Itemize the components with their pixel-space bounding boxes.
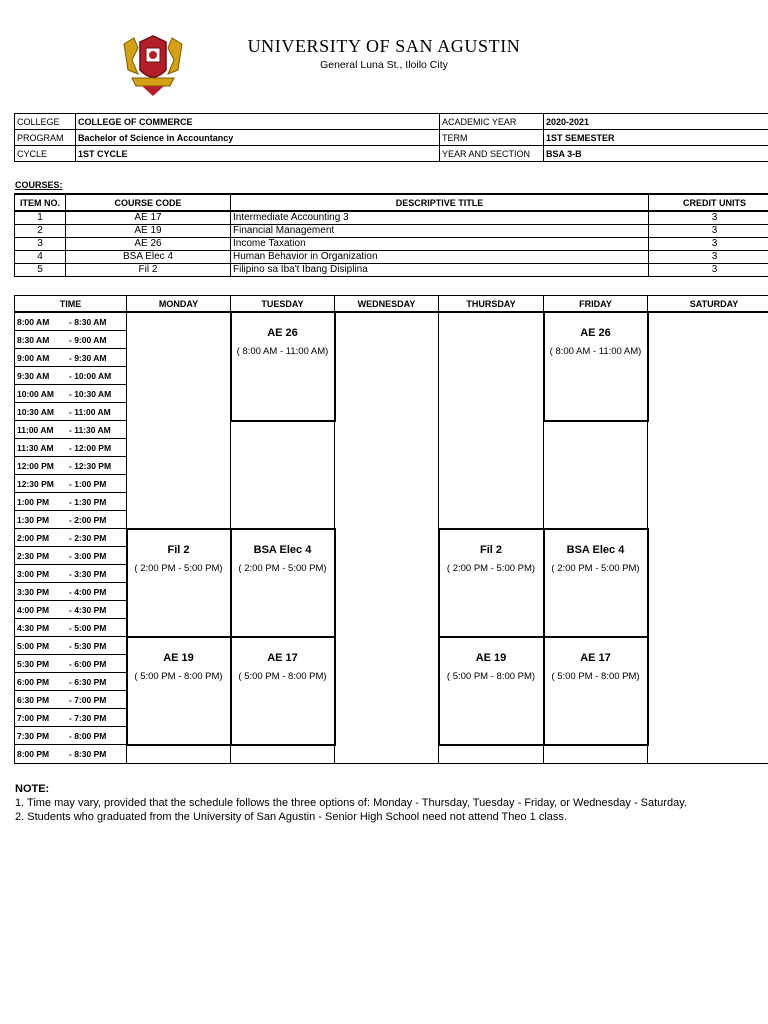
time-slot: 4:00 PM - 4:30 PM (15, 601, 127, 619)
time-slot: 2:00 PM - 2:30 PM (15, 529, 127, 547)
time-slot: 8:30 AM - 9:00 AM (15, 331, 127, 349)
note-line: 1. Time may vary, provided that the schedule follows the three options of: Monday - Thursday, Tuesday - Friday, or Wednesday - Saturday. (15, 797, 687, 809)
wednesday-empty (335, 312, 439, 763)
item-no: 2 (15, 225, 66, 238)
university-name: UNIVERSITY OF SAN AGUSTIN (247, 36, 521, 56)
col-friday: FRIDAY (544, 296, 648, 313)
descriptive-title: Human Behavior in Organization (231, 251, 649, 264)
course-code: AE 19 (66, 225, 231, 238)
descriptive-title: Income Taxation (231, 238, 649, 251)
item-no: 5 (15, 264, 66, 277)
class-block: AE 17 ( 5:00 PM - 8:00 PM) (544, 637, 648, 745)
program-value: Bachelor of Science in Accountancy (76, 130, 440, 146)
college-value: COLLEGE OF COMMERCE (76, 114, 440, 130)
course-code: Fil 2 (66, 264, 231, 277)
class-block: Fil 2 ( 2:00 PM - 5:00 PM) (127, 529, 231, 637)
tuesday-midday-empty (231, 421, 335, 529)
time-slot: 1:00 PM - 1:30 PM (15, 493, 127, 511)
credit-units: 3 (649, 238, 768, 251)
time-slot: 6:00 PM - 6:30 PM (15, 673, 127, 691)
col-monday: MONDAY (127, 296, 231, 313)
table-row (15, 264, 768, 277)
table-row (15, 225, 768, 238)
time-slot: 4:30 PM - 5:00 PM (15, 619, 127, 637)
academic-year-value: 2020-2021 (544, 114, 768, 130)
time-slot: 5:30 PM - 6:00 PM (15, 655, 127, 673)
cycle-label: CYCLE (15, 146, 76, 162)
time-slot: 5:00 PM - 5:30 PM (15, 637, 127, 655)
col-thursday: THURSDAY (439, 296, 544, 313)
time-slot: 8:00 PM - 8:30 PM (15, 745, 127, 764)
academic-year-label: ACADEMIC YEAR (440, 114, 544, 130)
col-time: TIME (15, 296, 127, 313)
table-row (15, 251, 768, 264)
college-label: COLLEGE (15, 114, 76, 130)
item-no: 1 (15, 211, 66, 225)
term-label: TERM (440, 130, 544, 146)
table-row (15, 238, 768, 251)
saturday-empty (648, 312, 768, 763)
class-block: BSA Elec 4 ( 2:00 PM - 5:00 PM) (544, 529, 648, 637)
class-block: AE 26 ( 8:00 AM - 11:00 AM) (231, 312, 335, 421)
class-block: Fil 2 ( 2:00 PM - 5:00 PM) (439, 529, 544, 637)
course-code: BSA Elec 4 (66, 251, 231, 264)
program-label: PROGRAM (15, 130, 76, 146)
credit-units: 3 (649, 264, 768, 277)
time-slot: 11:00 AM - 11:30 AM (15, 421, 127, 439)
col-saturday: SATURDAY (648, 296, 768, 313)
class-block: AE 19 ( 5:00 PM - 8:00 PM) (127, 637, 231, 745)
credit-units: 3 (649, 225, 768, 238)
time-slot: 10:30 AM - 11:00 AM (15, 403, 127, 421)
enrollment-info-table (14, 113, 768, 162)
time-slot: 1:30 PM - 2:00 PM (15, 511, 127, 529)
time-slot: 7:00 PM - 7:30 PM (15, 709, 127, 727)
time-slot: 9:00 AM - 9:30 AM (15, 349, 127, 367)
courses-label: COURSES: (15, 180, 63, 190)
time-slot: 11:30 AM - 12:00 PM (15, 439, 127, 457)
time-slot: 3:00 PM - 3:30 PM (15, 565, 127, 583)
tuesday-late-empty (231, 745, 335, 764)
notes-section (15, 782, 687, 824)
descriptive-title: Filipino sa Iba't Ibang Disiplina (231, 264, 649, 277)
item-no: 4 (15, 251, 66, 264)
time-slot: 2:30 PM - 3:00 PM (15, 547, 127, 565)
cycle-value: 1ST CYCLE (76, 146, 440, 162)
descriptive-title: Intermediate Accounting 3 (231, 211, 649, 225)
class-block: BSA Elec 4 ( 2:00 PM - 5:00 PM) (231, 529, 335, 637)
col-descriptive-title: DESCRIPTIVE TITLE (231, 194, 649, 211)
term-value: 1ST SEMESTER (544, 130, 768, 146)
thursday-late-empty (439, 745, 544, 764)
class-block: AE 26 ( 8:00 AM - 11:00 AM) (544, 312, 648, 421)
col-credit-units: CREDIT UNITS (649, 194, 768, 211)
descriptive-title: Financial Management (231, 225, 649, 238)
note-title: NOTE: (15, 783, 50, 795)
monday-late-empty (127, 745, 231, 764)
time-slot: 8:00 AM - 8:30 AM (15, 312, 127, 331)
col-item-no: ITEM NO. (15, 194, 66, 211)
section-label: YEAR AND SECTION (440, 146, 544, 162)
thursday-morning-empty (439, 312, 544, 529)
time-slot: 3:30 PM - 4:00 PM (15, 583, 127, 601)
class-block: AE 17 ( 5:00 PM - 8:00 PM) (231, 637, 335, 745)
credit-units: 3 (649, 251, 768, 264)
col-course-code: COURSE CODE (66, 194, 231, 211)
time-slot: 7:30 PM - 8:00 PM (15, 727, 127, 745)
course-code: AE 26 (66, 238, 231, 251)
section-value: BSA 3-B (544, 146, 768, 162)
friday-midday-empty (544, 421, 648, 529)
time-slot: 12:00 PM - 12:30 PM (15, 457, 127, 475)
friday-late-empty (544, 745, 648, 764)
university-address: General Luna St., Iloilo City (320, 59, 448, 71)
weekly-schedule-table (14, 295, 768, 764)
col-tuesday: TUESDAY (231, 296, 335, 313)
monday-morning-empty (127, 312, 231, 529)
table-row (15, 211, 768, 225)
time-slot: 6:30 PM - 7:00 PM (15, 691, 127, 709)
university-crest-icon (120, 34, 186, 98)
class-block: AE 19 ( 5:00 PM - 8:00 PM) (439, 637, 544, 745)
credit-units: 3 (649, 211, 768, 225)
time-slot: 12:30 PM - 1:00 PM (15, 475, 127, 493)
note-line: 2. Students who graduated from the University of San Agustin - Senior High School need not attend Theo 1 class. (15, 811, 567, 823)
course-code: AE 17 (66, 211, 231, 225)
item-no: 3 (15, 238, 66, 251)
table-row (15, 312, 768, 331)
col-wednesday: WEDNESDAY (335, 296, 439, 313)
courses-table (14, 193, 768, 277)
time-slot: 9:30 AM - 10:00 AM (15, 367, 127, 385)
time-slot: 10:00 AM - 10:30 AM (15, 385, 127, 403)
